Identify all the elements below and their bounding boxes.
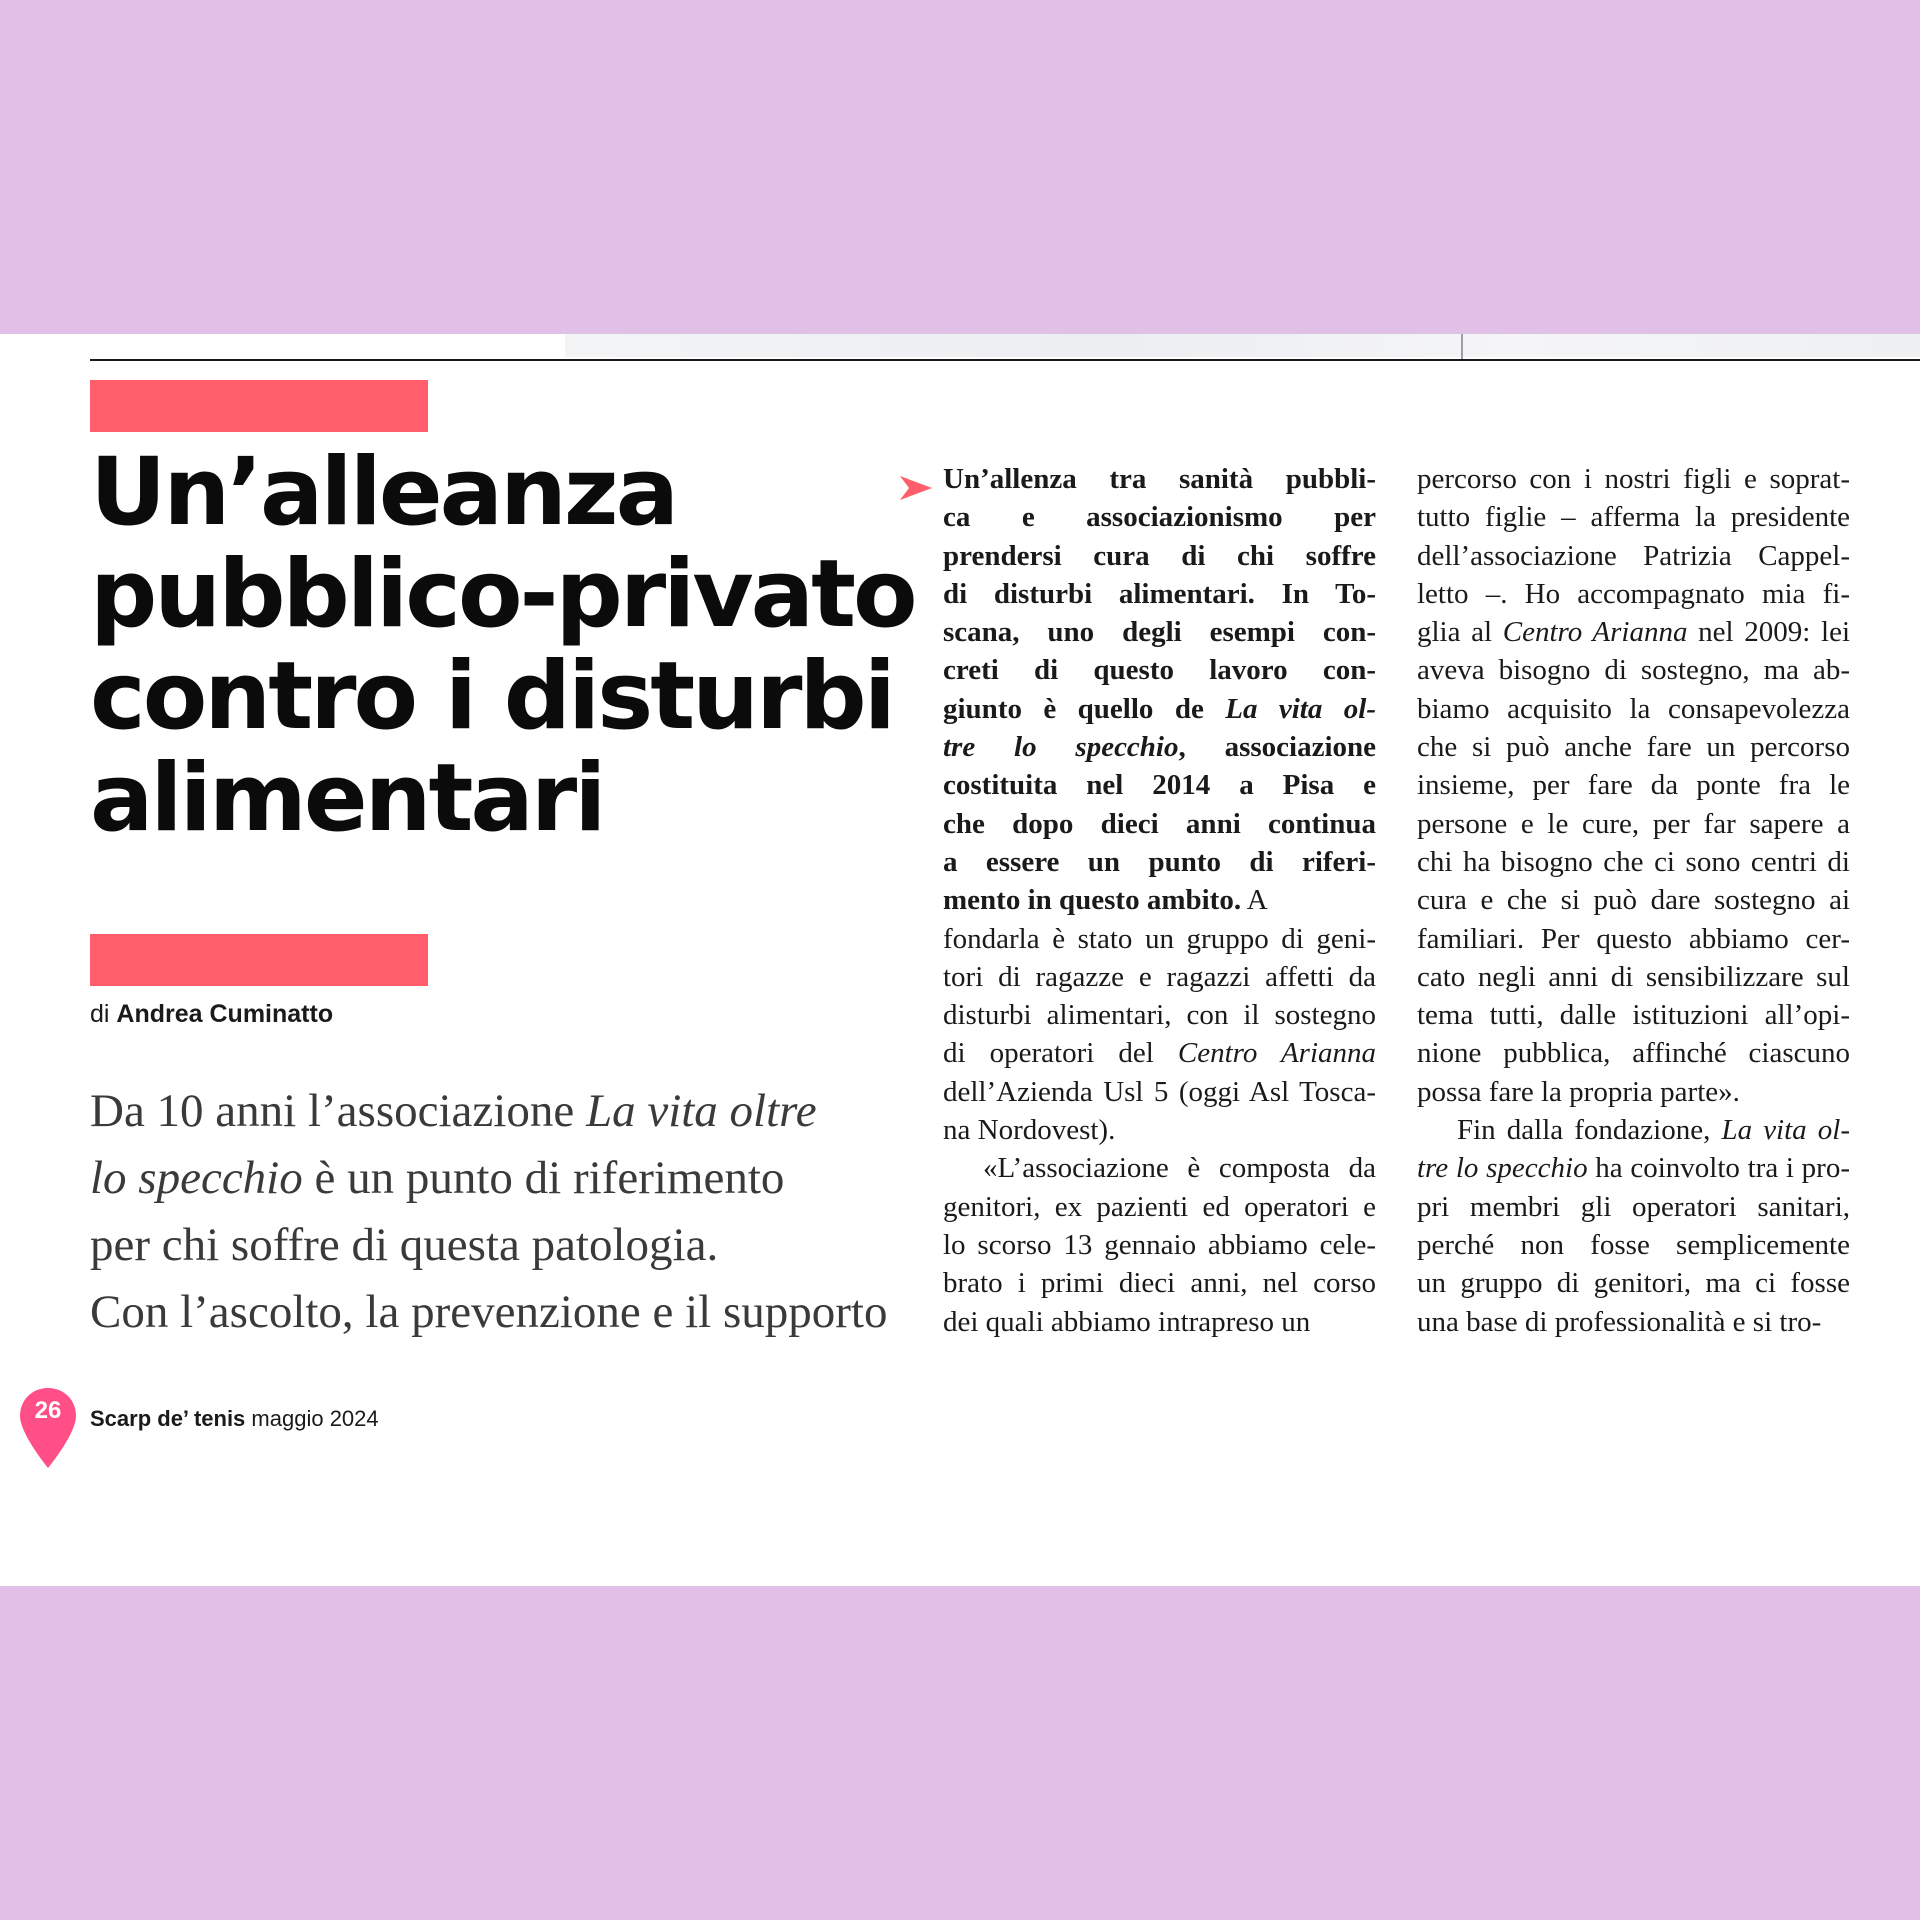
deck-italic: La vita oltre [585, 1085, 817, 1137]
article-line: pri membri gli operatori sanitari, [1417, 1190, 1850, 1223]
deck-text: Con l’ascolto, la prevenzione e il supporto [90, 1286, 888, 1338]
article-line: di disturbi alimentari. In To- [943, 577, 1376, 610]
magazine-page [0, 334, 1920, 1586]
page-number: 26 [34, 1397, 62, 1424]
headline-line: alimentari [90, 744, 604, 853]
article-line: Fin dalla fondazione, La vita ol- [1457, 1114, 1850, 1147]
article-line: prendersi cura di chi soffre [943, 539, 1376, 572]
article-line: cura e che si può dare sostegno ai [1417, 884, 1850, 917]
article-line: fondarla è stato un gruppo di geni- [943, 922, 1376, 955]
top-rule [90, 359, 1920, 361]
article-line: cato negli anni di sensibilizzare sul [1417, 960, 1850, 993]
article-line: chi ha bisogno che ci sono centri di [1417, 845, 1850, 878]
deck-text: è un punto di riferimento [302, 1152, 785, 1204]
article-line: letto –. Ho accompagnato mia fi- [1417, 577, 1850, 610]
accent-bar-bottom [90, 934, 428, 986]
headline-line: Un’alleanza [90, 438, 677, 547]
article-line: na Nordovest). [943, 1114, 1116, 1147]
article-line: possa fare la propria parte». [1417, 1075, 1740, 1108]
top-strip-divider [1461, 334, 1463, 359]
article-line: percorso con i nostri figli e soprat- [1417, 463, 1850, 495]
lead-text: mento in questo ambito. [943, 884, 1242, 917]
article-line: persone e le cure, per far sapere a [1417, 807, 1850, 840]
article-line: lo scorso 13 gennaio abbiamo cele- [943, 1228, 1376, 1261]
article-line: dei quali abbiamo intrapreso un [943, 1305, 1311, 1338]
article-line: tema tutti, dalle istituzioni all’opi- [1417, 999, 1850, 1032]
deck-line [90, 1279, 930, 1346]
article-column-1 [943, 460, 1376, 1341]
top-image-strip [565, 334, 1920, 357]
article-line: creti di questo lavoro con- [943, 654, 1376, 687]
article-line: disturbi alimentari, con il sostegno [943, 999, 1376, 1032]
deck-text: Da 10 anni l’associazione [90, 1085, 586, 1137]
article-line: brato i primi dieci anni, nel corso [943, 1267, 1376, 1300]
deck [90, 1078, 930, 1346]
footer-publication [90, 1406, 379, 1432]
article-line: mento in questo ambito. A [943, 884, 1268, 917]
article-line: ca e associazionismo per [943, 501, 1376, 534]
article-line: tori di ragazze e ragazzi affetti da [943, 960, 1376, 993]
article-line: nione pubblica, affinché ciascuno [1417, 1037, 1850, 1070]
article-line: Un’allenza tra sanità pubbli- [943, 463, 1376, 495]
byline-prefix: di [90, 1000, 110, 1028]
deck-line [90, 1078, 930, 1145]
article-line: biamo acquisito la consapevolezza [1417, 692, 1850, 725]
article-line: perché non fosse semplicemente [1417, 1228, 1850, 1261]
article-line: tutto figlie – afferma la presidente [1417, 501, 1850, 534]
article-line: dell’Azienda Usl 5 (oggi Asl Tosca- [943, 1075, 1376, 1108]
article-line: familiari. Per questo abbiamo cer- [1417, 922, 1850, 955]
article-line: aveva bisogno di sostegno, ma ab- [1417, 654, 1850, 687]
article-line: genitori, ex pazienti ed operatori e [943, 1190, 1376, 1223]
byline [90, 1000, 333, 1029]
article-line: tre lo specchio, associazione [943, 731, 1376, 764]
article-line: tre lo specchio ha coinvolto tra i pro- [1417, 1152, 1850, 1185]
article-line: una base di professionalità e si tro- [1417, 1305, 1822, 1338]
article-line: insieme, per fare da ponte fra le [1417, 769, 1850, 802]
article-line: scana, uno degli esempi con- [943, 616, 1376, 649]
article-line: dell’associazione Patrizia Cappel- [1417, 539, 1850, 572]
article-line: a essere un punto di riferi- [943, 845, 1376, 878]
article-line: costituita nel 2014 a Pisa e [943, 769, 1376, 802]
deck-text: per chi soffre di questa patologia. [90, 1219, 719, 1271]
article-line: di operatori del Centro Arianna [943, 1037, 1376, 1070]
issue-date: maggio 2024 [251, 1406, 379, 1431]
headline-line: pubblico-privato [90, 540, 915, 649]
article-line: che si può anche fare un percorso [1417, 731, 1850, 764]
publication-name: Scarp de’ tenis [90, 1406, 246, 1431]
article-line: un gruppo di genitori, ma ci fosse [1417, 1267, 1850, 1300]
article-line: che dopo dieci anni continua [943, 807, 1376, 840]
deck-line [90, 1145, 930, 1212]
deck-line [90, 1212, 930, 1279]
article-line: «L’associazione è composta da [983, 1152, 1376, 1185]
article-line: glia al Centro Arianna nel 2009: lei [1417, 616, 1850, 649]
byline-author: Andrea Cuminatto [116, 1000, 334, 1028]
article-column-2 [1417, 460, 1850, 1341]
deck-italic: lo specchio [90, 1152, 303, 1204]
headline-line: contro i disturbi [90, 642, 893, 751]
arrow-right-icon [900, 474, 932, 502]
headline [90, 438, 950, 853]
accent-bar-top [90, 380, 428, 432]
article-line: giunto è quello de La vita ol- [943, 692, 1376, 725]
